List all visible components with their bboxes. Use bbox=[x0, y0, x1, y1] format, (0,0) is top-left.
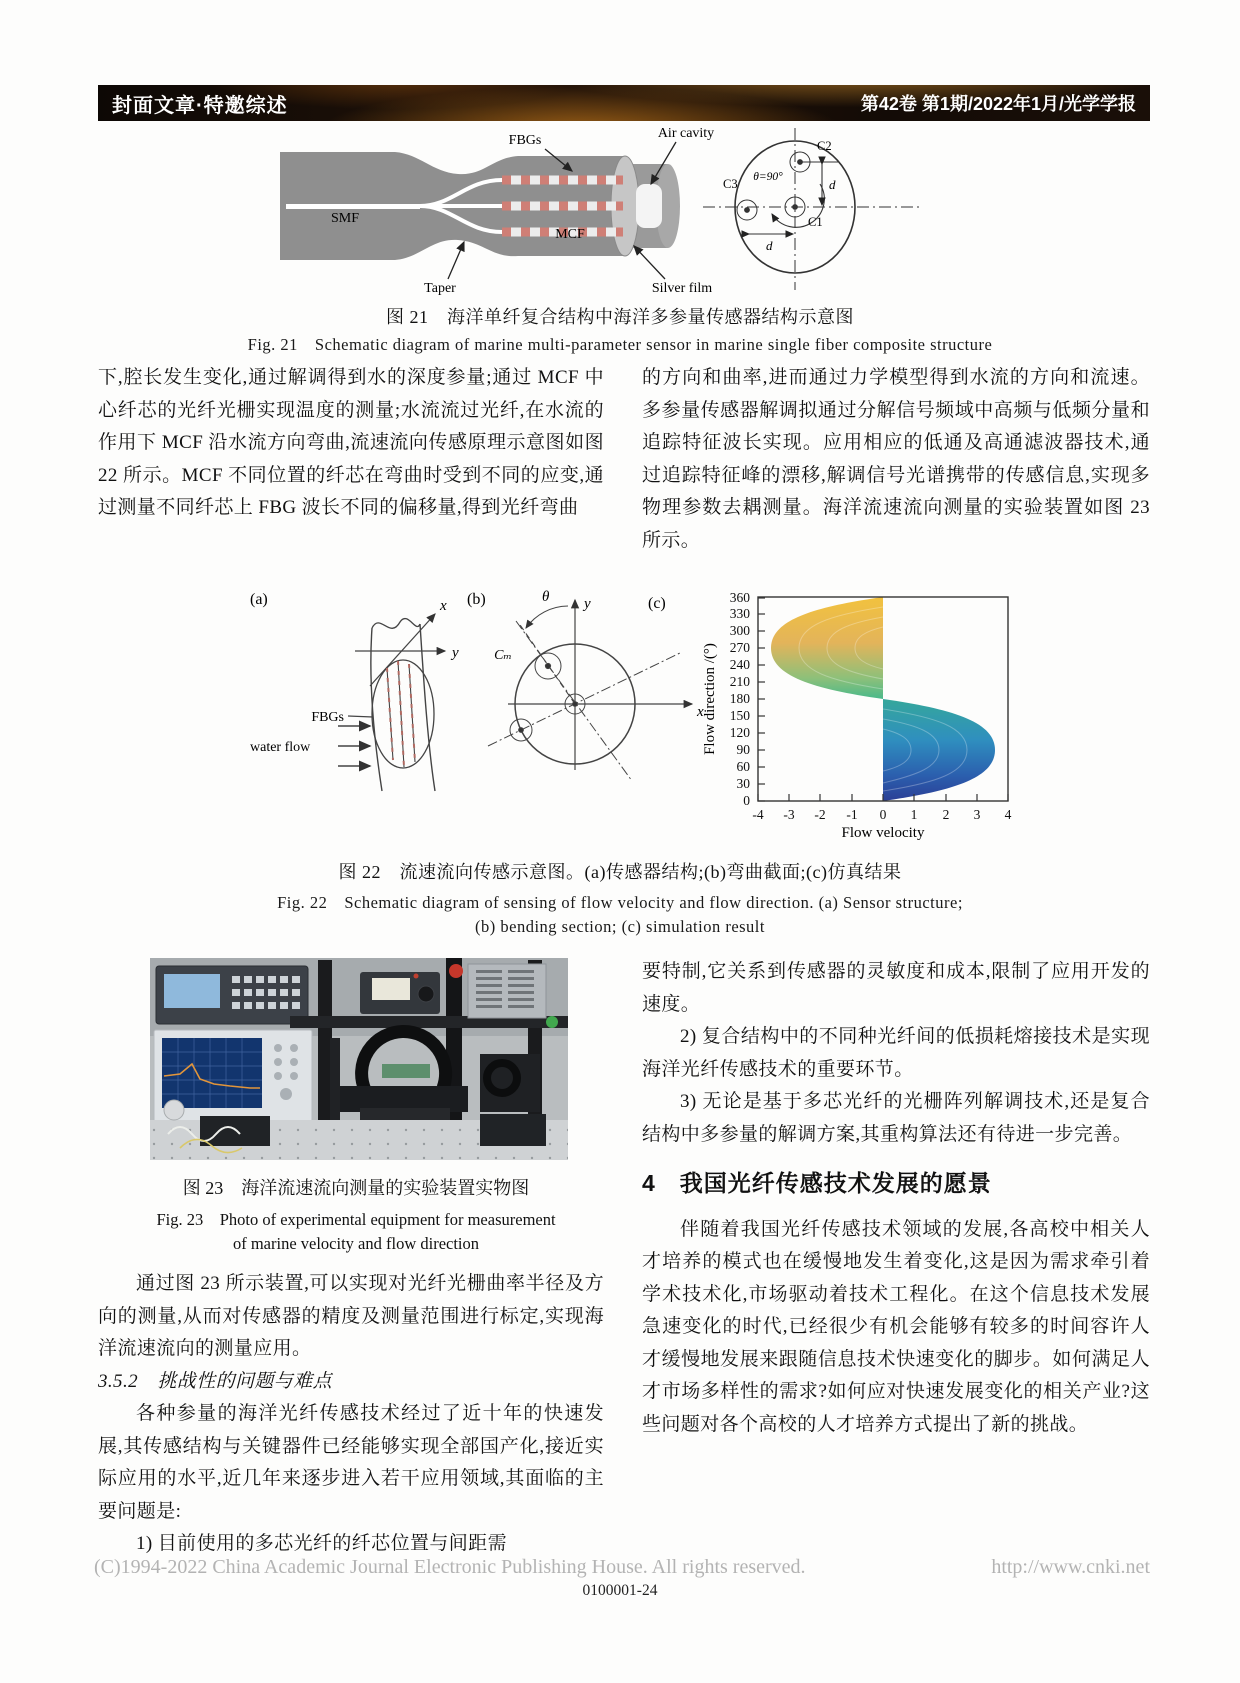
taper-label: Taper bbox=[424, 281, 456, 296]
fig21-caption-en: Fig. 21 Schematic diagram of marine multi-parameter sensor in marine single fiber composite structure bbox=[247, 335, 993, 354]
right-column-lower bbox=[642, 956, 1150, 1441]
core-c1-label: C1 bbox=[808, 215, 823, 229]
section-number: 4 bbox=[642, 1170, 656, 1196]
y-tick-360: 360 bbox=[729, 590, 750, 605]
panel-b-bending-section bbox=[488, 600, 692, 781]
panel-b-x-axis-label: x bbox=[697, 704, 704, 720]
section-title: 我国光纤传感技术发展的愿景 bbox=[679, 1170, 992, 1196]
paragraph: 3) 无论是基于多芯光纤的光栅阵列解调技术,还是复合结构中多参量的解调方案,其重构算法还有待进一步完善。 bbox=[642, 1091, 1150, 1145]
x-tick-4: 4 bbox=[1004, 807, 1012, 822]
x-tick-0: 0 bbox=[879, 807, 887, 822]
x-tick-3: 3 bbox=[973, 807, 981, 822]
flow-direction-axis-label: Flow direction /(°) bbox=[702, 643, 718, 755]
emergency-stop-button bbox=[449, 964, 463, 978]
y-tick-210: 210 bbox=[729, 674, 750, 689]
x-tick-2: 2 bbox=[942, 807, 950, 822]
y-tick-0: 0 bbox=[743, 793, 750, 808]
x-tick-1: 1 bbox=[910, 807, 918, 822]
panel-a-y-axis-label: y bbox=[452, 645, 459, 661]
green-button bbox=[546, 1016, 558, 1028]
theta-label: θ bbox=[542, 589, 550, 605]
smf-label: SMF bbox=[330, 211, 360, 226]
cm-core-label: Cₘ bbox=[494, 648, 512, 663]
smf-core-line bbox=[286, 204, 420, 209]
paragraph: 2) 复合结构中的不同种光纤间的低损耗熔接技术是实现海洋光纤传感技术的重要环节。 bbox=[642, 1026, 1150, 1080]
left-column-lower bbox=[98, 1268, 604, 1561]
x-tick-n4: -4 bbox=[752, 807, 764, 822]
y-tick-270: 270 bbox=[729, 640, 750, 655]
core-c3-label: C3 bbox=[723, 177, 738, 191]
y-tick-300: 300 bbox=[729, 623, 750, 638]
y-tick-330: 330 bbox=[729, 606, 750, 621]
fig23-caption-en-line1: Fig. 23 Photo of experimental equipment for measurement bbox=[156, 1210, 556, 1229]
header-right-text: 第42卷 第1期/2022年1月/光学学报 bbox=[860, 94, 1136, 114]
panel-b-y-axis-label: y bbox=[584, 596, 591, 612]
section-4-heading bbox=[642, 1167, 1150, 1200]
subsection-heading-352: 3.5.2 挑战性的问题与难点 bbox=[98, 1370, 333, 1392]
page-number: 0100001-24 bbox=[582, 1582, 658, 1599]
fig22-caption-cn: 图 22 流速流向传感示意图。(a)传感器结构;(b)弯曲截面;(c)仿真结果 bbox=[338, 862, 902, 882]
paragraph: 下,腔长发生变化,通过解调得到水的深度参量;通过 MCF 中心纤芯的光纤光栅实现温度的测量;水流流过光纤,在水流的作用下 MCF 沿水流方向弯曲,流速流向传感原理示意图如图 22 所示。MCF 不同位置的纤芯在弯曲时受到不同的应变,通过测量不同纤芯上 FBG 波长不同的偏移量,得到光纤弯曲 bbox=[98, 367, 604, 518]
paragraph: 的方向和曲率,进而通过力学模型得到水流的方向和流速。多参量传感器解调拟通过分解信号频域中高频与低频分量和追踪特征波长实现。应用相应的低通及高通滤波器技术,通过追踪特征峰的漂移,解调信号光谱携带的传感信息,实现多物理参数去耦测量。海洋流速流向测量的实验装置如图 23 所示。 bbox=[642, 367, 1150, 551]
fig23-caption-en-line2: of marine velocity and flow direction bbox=[232, 1234, 480, 1253]
y-tick-150: 150 bbox=[729, 708, 750, 723]
x-tick-n2: -2 bbox=[814, 807, 826, 822]
x-tick-n3: -3 bbox=[783, 807, 795, 822]
page-header-bar bbox=[98, 85, 1150, 121]
paragraph: 各种参量的海洋光纤传感技术经过了近十年的快速发展,其传感结构与关键器件已经能够实现全部国产化,接近实际应用的水平,近几年来逐步进入若干应用领域,其面临的主要问题是: bbox=[98, 1403, 604, 1522]
left-column-top bbox=[98, 362, 604, 525]
theta-90-label: θ=90° bbox=[753, 171, 783, 183]
core-c2-label: C2 bbox=[817, 139, 832, 153]
panel-c-simulation-plot bbox=[702, 590, 1012, 841]
figure-23-experiment-photo bbox=[150, 958, 568, 1160]
air-cavity-label: Air cavity bbox=[657, 126, 715, 141]
fig22-caption-en-line2: (b) bending section; (c) simulation result bbox=[475, 917, 765, 936]
panel-a-x-axis-label: x bbox=[440, 598, 447, 614]
panel-a-label: (a) bbox=[250, 591, 268, 608]
silver-film-label: Silver film bbox=[651, 281, 713, 296]
fig22-caption-en-line1: Fig. 22 Schematic diagram of sensing of flow velocity and flow direction. (a) Sensor structure; bbox=[277, 893, 963, 912]
paragraph: 通过图 23 所示装置,可以实现对光纤光栅曲率半径及方向的测量,从而对传感器的精度及测量范围进行标定,实现海洋流速流向的测量应用。 bbox=[98, 1273, 604, 1359]
header-left-text: 封面文章·特邀综述 bbox=[112, 94, 288, 117]
d-vertical-label: d bbox=[829, 177, 836, 192]
paragraph: 要特制,它关系到传感器的灵敏度和成本,限制了应用开发的速度。 bbox=[642, 961, 1150, 1015]
mcf-label: MCF bbox=[555, 227, 585, 242]
air-cavity-shape bbox=[636, 184, 662, 228]
y-tick-30: 30 bbox=[736, 776, 750, 791]
fig21-caption-cn: 图 21 海洋单纤复合结构中海洋多参量传感器结构示意图 bbox=[386, 307, 854, 327]
figure-21-sensor-schematic bbox=[120, 122, 1120, 297]
panel-a-sensor-structure bbox=[338, 614, 445, 791]
y-tick-120: 120 bbox=[729, 725, 750, 740]
panel-c-label: (c) bbox=[648, 595, 666, 612]
water-flow-label: water flow bbox=[250, 740, 311, 755]
panel-a-fbgs-label: FBGs bbox=[311, 710, 344, 725]
copyright-footer bbox=[94, 1556, 1150, 1579]
flow-velocity-axis-label: Flow velocity bbox=[841, 825, 925, 841]
figure-22-flow-sensing bbox=[120, 556, 1120, 848]
copyright-text: (C)1994-2022 China Academic Journal Electronic Publishing House. All rights reserved. bbox=[94, 1556, 806, 1578]
right-column-top bbox=[642, 362, 1150, 557]
d-horizontal-label: d bbox=[766, 238, 773, 253]
x-tick-n1: -1 bbox=[846, 807, 858, 822]
paragraph: 1) 目前使用的多芯光纤的纤芯位置与间距需 bbox=[136, 1533, 507, 1554]
y-tick-60: 60 bbox=[736, 759, 750, 774]
paragraph: 伴随着我国光纤传感技术领域的发展,各高校中相关人才培养的模式也在缓慢地发生着变化,这是因为需求牵引着学术技术化,市场驱动着技术工程化。在这个信息技术发展急速变化的时代,已经很少有机会能够有较多的时间容许人才缓慢地发展来跟随信息技术快速变化的脚步。如何满足人才市场多样性的需求?如何应对快速发展变化的相关产业?这些问题对各个高校的人才培养方式提出了新的挑战。 bbox=[642, 1218, 1150, 1435]
fiber-cross-section bbox=[703, 128, 922, 290]
fig23-caption-cn: 图 23 海洋流速流向测量的实验装置实物图 bbox=[182, 1178, 530, 1198]
y-tick-240: 240 bbox=[729, 657, 750, 672]
fbgs-label: FBGs bbox=[508, 133, 542, 148]
y-tick-90: 90 bbox=[736, 742, 750, 757]
cnki-url: http://www.cnki.net bbox=[991, 1556, 1150, 1578]
panel-b-label: (b) bbox=[467, 591, 486, 608]
y-tick-180: 180 bbox=[729, 691, 750, 706]
